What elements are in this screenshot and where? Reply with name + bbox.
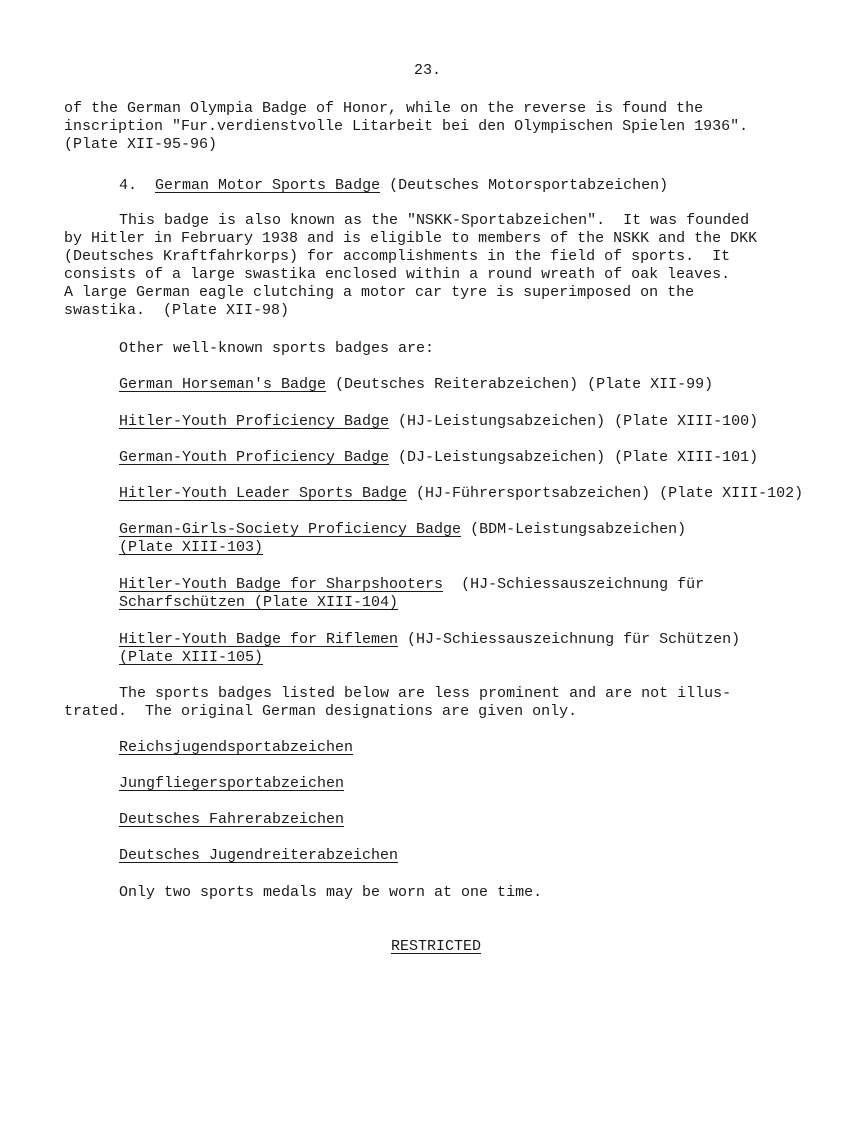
badge-details: (Deutsches Reiterabzeichen) (Plate XII-99) [326,376,714,393]
badge-details: (BDM-Leistungsabzeichen) [461,521,687,538]
other-badges-intro: Other well-known sports badges are: [119,340,435,357]
badge-entry [119,485,803,503]
section-body-line: This badge is also known as the "NSKK-Sportabzeichen". It was founded [119,212,750,229]
badge-name: German Horseman's Badge [119,376,327,393]
section-body-line: by Hitler in February 1938 and is eligible to members of the NSKK and the DKK [64,230,758,247]
badge-name: Hitler-Youth Badge for Sharpshooters [119,576,444,593]
badge-entry [119,576,704,594]
intro-line: (Plate XII-95-96) [64,136,218,153]
badge-details: (HJ-Leistungsabzeichen) (Plate XIII-100) [389,413,759,430]
badge-entry [119,413,758,431]
section-subtitle: (Deutsches Motorsportabzeichen) [389,177,669,194]
badge-name: Hitler-Youth Leader Sports Badge [119,485,408,502]
badge-details: (DJ-Leistungsabzeichen) (Plate XIII-101) [389,449,759,466]
badge-details: (HJ-Führersportsabzeichen) (Plate XIII-102) [407,485,804,502]
less-prominent-line: trated. The original German designations are given only. [64,703,578,720]
badge-details: (HJ-Schiessauszeichnung für [443,576,705,593]
badge-name: German-Girls-Society Proficiency Badge [119,521,462,538]
section-title: German Motor Sports Badge [155,177,381,194]
section-heading [119,177,668,195]
intro-line: of the German Olympia Badge of Honor, while on the reverse is found the [64,100,704,117]
section-number: 4. [119,177,138,194]
badge-entry [119,631,740,649]
badge-details: (HJ-Schiessauszeichnung für Schützen) [398,631,741,648]
badge-plate: (Plate XIII-103) [119,539,264,556]
section-body-line: swastika. (Plate XII-98) [64,302,290,319]
intro-line: inscription "Fur.verdienstvolle Litarbeit bei den Olympischen Spielen 1936". [64,118,749,135]
german-badge: Deutsches Jugendreiterabzeichen [119,847,399,864]
german-badge: Deutsches Fahrerabzeichen [119,811,345,828]
section-body-line: consists of a large swastika enclosed within a round wreath of oak leaves. [64,266,731,283]
badge-plate: Scharfschützen (Plate XIII-104) [119,594,399,611]
less-prominent-line: The sports badges listed below are less prominent and are not illus- [119,685,732,702]
closing-note: Only two sports medals may be worn at one time. [119,884,543,901]
page-number: 23. [414,62,442,79]
badge-entry [119,521,686,539]
badge-name: Hitler-Youth Badge for Riflemen [119,631,399,648]
badge-entry [119,449,758,467]
section-body-line: A large German eagle clutching a motor car tyre is superimposed on the [64,284,695,301]
badge-entry [119,376,713,394]
badge-name: German-Youth Proficiency Badge [119,449,390,466]
badge-plate: (Plate XIII-105) [119,649,264,666]
section-body-line: (Deutsches Kraftfahrkorps) for accomplishments in the field of sports. It [64,248,731,265]
badge-name: Hitler-Youth Proficiency Badge [119,413,390,430]
german-badge: Jungfliegersportabzeichen [119,775,345,792]
german-badge: Reichsjugendsportabzeichen [119,739,354,756]
restricted-footer: RESTRICTED [391,938,482,955]
